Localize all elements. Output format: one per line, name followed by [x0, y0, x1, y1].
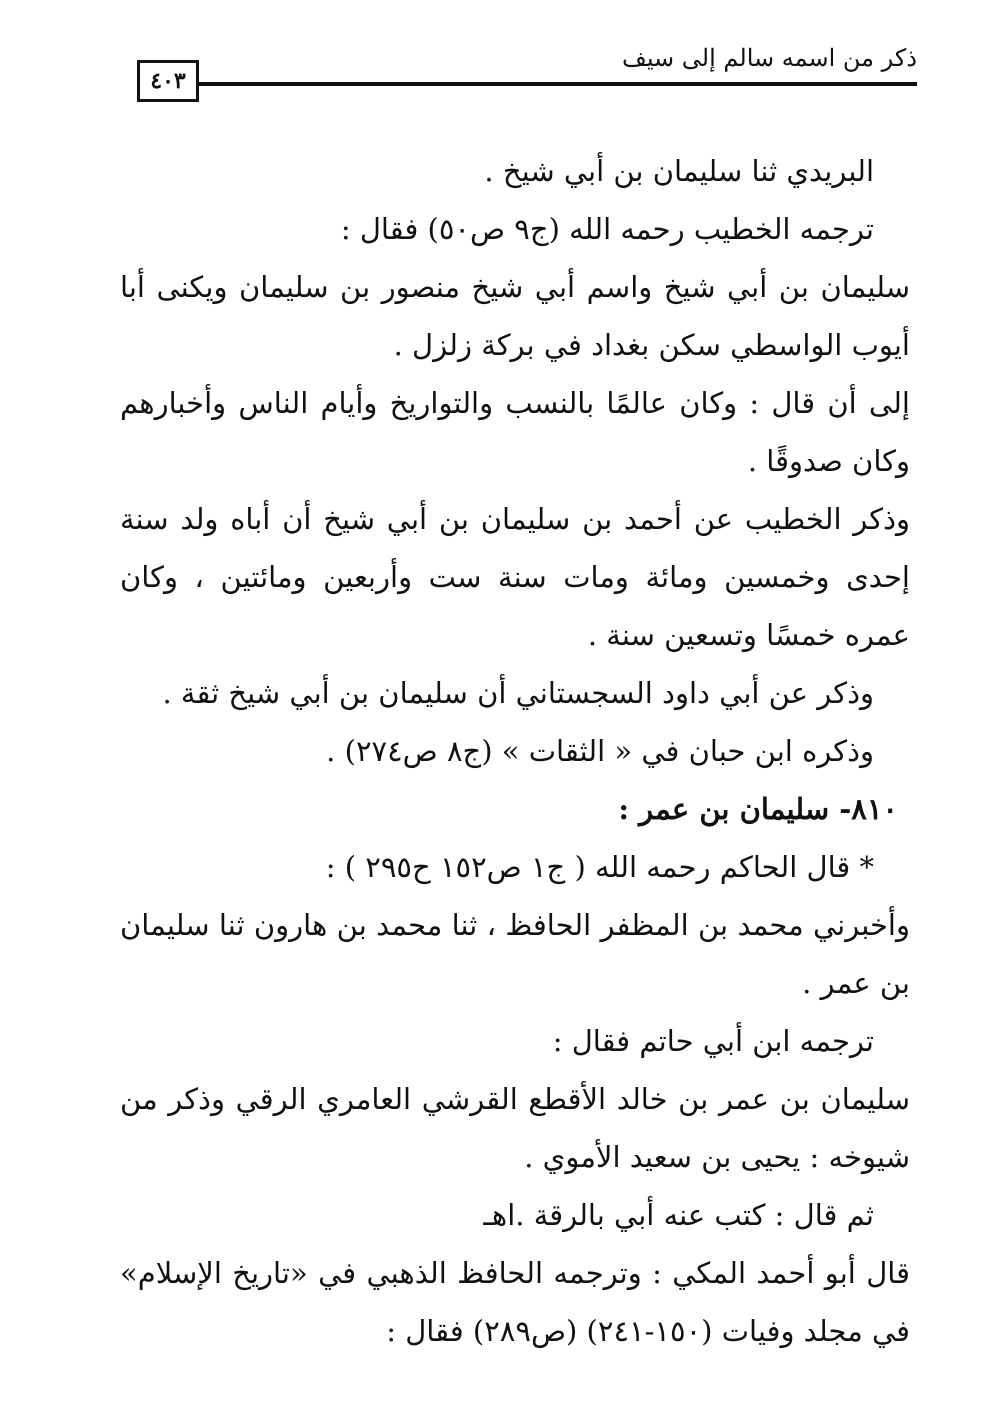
running-title: ذكر من اسمه سالم إلى سيف	[621, 44, 917, 72]
paragraph: إلى أن قال : وكان عالمًا بالنسب والتواريخ وأيام الناس وأخبارهم وكان صدوقًا .	[120, 386, 910, 478]
entry-heading: ٨١٠- سليمان بن عمر :	[618, 792, 898, 826]
paragraph: وذكر عن أبي داود السجستاني أن سليمان بن أبي شيخ ثقة .	[162, 676, 874, 710]
paragraph: وأخبرني محمد بن المظفر الحافظ ، ثنا محمد بن هارون ثنا سليمان بن عمر .	[120, 908, 910, 1000]
page-number: ٤٠٣	[150, 68, 186, 94]
paragraph: ثم قال : كتب عنه أبي بالرقة .اهـ	[483, 1198, 874, 1232]
paragraph: * قال الحاكم رحمه الله ( ج١ ص١٥٢ ح٢٩٥ ) :	[325, 850, 874, 884]
paragraph: سليمان بن أبي شيخ واسم أبي شيخ منصور بن سليمان ويكنى أبا أيوب الواسطي سكن بغداد في بركة زلزل .	[120, 270, 910, 362]
body-text	[120, 142, 910, 1360]
paragraph: ترجمه الخطيب رحمه الله (ج٩ ص٥٠) فقال :	[340, 212, 874, 246]
paragraph: سليمان بن عمر بن خالد الأقطع القرشي العامري الرقي وذكر من شيوخه : يحيى بن سعيد الأموي .	[120, 1082, 910, 1174]
paragraph: ترجمه ابن أبي حاتم فقال :	[552, 1024, 874, 1058]
page-number-box	[137, 60, 199, 102]
header-rule	[199, 82, 917, 86]
paragraph: وذكره ابن حبان في « الثقات » (ج٨ ص٢٧٤) .	[326, 734, 874, 768]
paragraph: وذكر الخطيب عن أحمد بن سليمان بن أبي شيخ أن أباه ولد سنة إحدى وخمسين ومائة ومات سنة ست وأربعين ومائتين ، وكان عمره خمسًا وتسعين سنة .	[120, 502, 910, 652]
paragraph: قال أبو أحمد المكي : وترجمه الحافظ الذهبي في «تاريخ الإسلام» في مجلد وفيات (١٥٠-٢٤١) (ص٢٨٩) فقال :	[120, 1256, 910, 1348]
paragraph: البريدي ثنا سليمان بن أبي شيخ .	[484, 154, 874, 188]
